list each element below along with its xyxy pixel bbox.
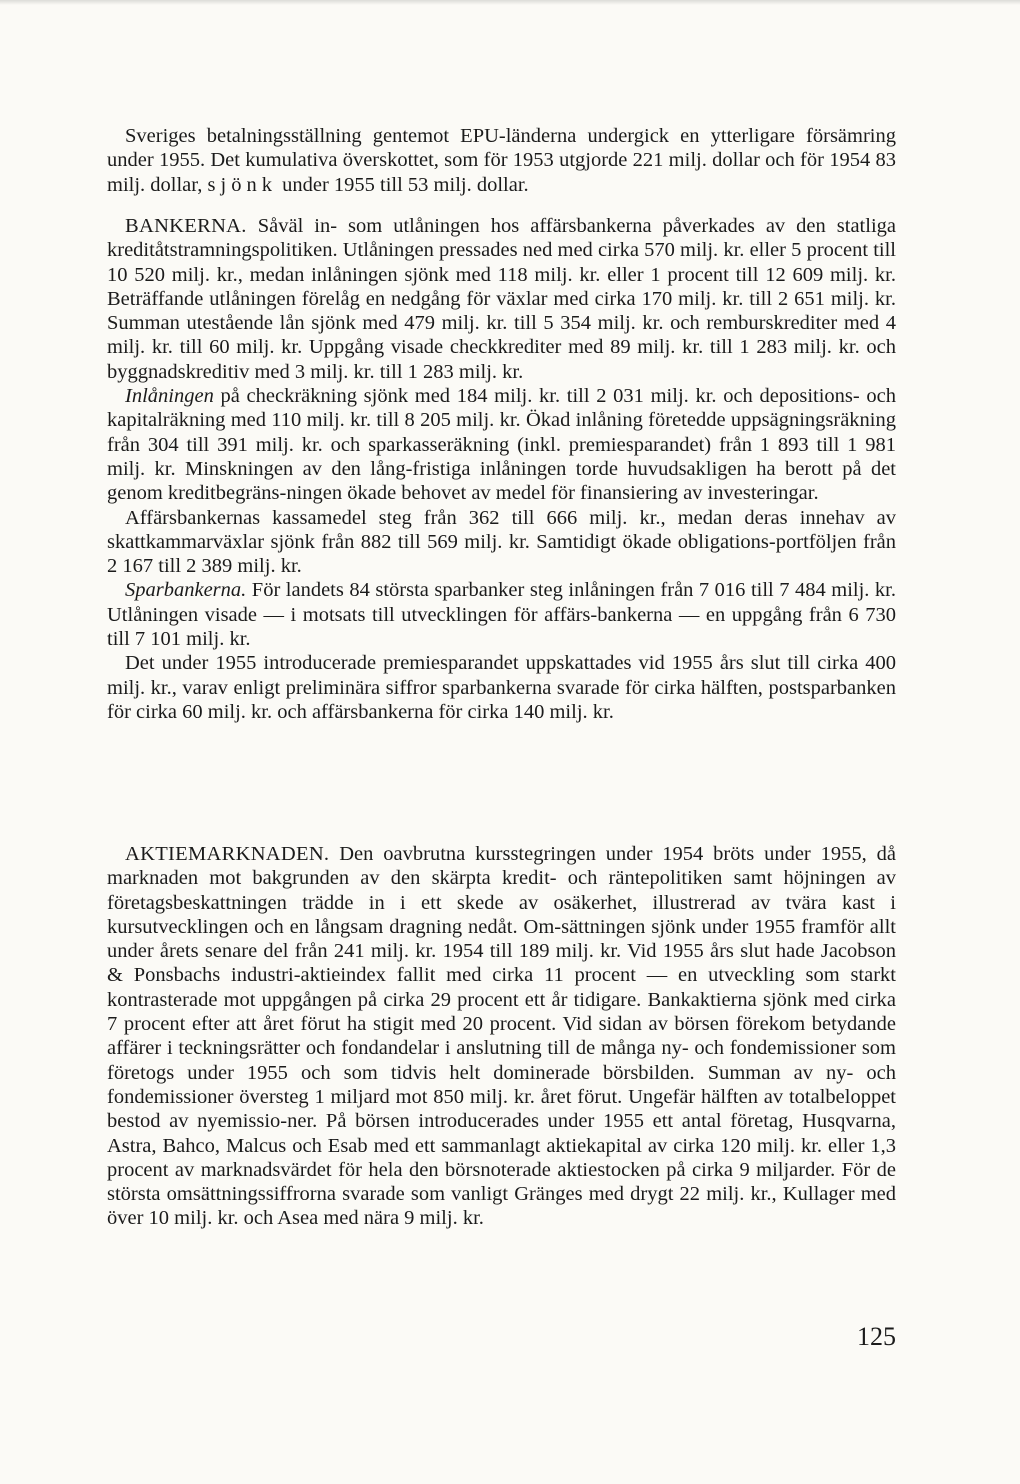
paragraph-epu-text: Sveriges betalningsställning gentemot EPU-länderna undergick en ytterligare försämring under 1955. Det kumulativa överskottet, som för 1953 utgjorde 221 milj. dollar och för 1954 83 milj. dollar, (107, 125, 896, 196)
page-number: 125 (857, 1322, 896, 1351)
heading-aktiemarknaden: AKTIEMARKNADEN. (125, 843, 330, 865)
paragraph-epu-end: under 1955 till 53 milj. dollar. (282, 173, 529, 196)
paragraph-aktiemarknaden-text: Den oavbrutna kursstegringen under 1954 bröts under 1955, då marknaden mot bakgrunden av den skärpta kredit- och räntepolitiken samt höjningen av företagsbeskattningen trädde in i ett skede av osäkerhet, illustrerad av tvära kast i kursutvecklingen och en långsam dragning nedåt. Om-sättningen sjönk under 1955 framför allt under årets senare del från 241 milj. kr. 1954 till 189 milj. kr. Vid 1955 års slut hade Jacobson & Ponsbachs industri-aktieindex fallit med cirka 11 procent — en utveckling som starkt kontrasterade mot uppgången på cirka 29 procent ett år tidigare. Bankaktierna sjönk med cirka 7 procent efter att året förut ha stigit med 20 procent. Vid sidan av börsen förekom betydande affärer i teckningsrätter och fondandelar i anslutning till de många ny- och fondemissioner som företogs under 1955 och som tidvis helt dominerade börsbilden. Summan av ny- och fondemissioner översteg 1 miljard mot 850 milj. kr. året förut. Ungefär hälften av totalbeloppet bestod av nyemissio-ner. På börsen introducerades under 1955 ett antal företag, Husqvarna, Astra, Bahco, Malcus och Esab med ett sammanlagt aktiekapital av cirka 120 milj. kr. eller 1,3 procent av marknadsvärdet för hela den börsnoterade aktiestocken på cirka 9 miljarder. För de största omsättningssiffrorna svarade som vanligt Gränges med drygt 22 milj. kr., Kullager med över 10 milj. kr. och Asea med nära 9 milj. kr. (107, 843, 896, 1230)
heading-bankerna: BANKERNA. (125, 215, 247, 237)
paragraph-inlaningen-text: på checkräkning sjönk med 184 milj. kr. till 2 031 milj. kr. och depositions- och kapitalräkning med 110 milj. kr. till 8 205 milj. kr. Ökad inlåning företedde uppsägningsräkning från 304 till 391 milj. kr. och sparkasseräkning (inkl. premiesparandet) från 1 893 till 1 981 milj. kr. Minskningen av den lång-fristiga inlåningen torde huvudsakligen ha berott på det genom kreditbegräns-ningen ökade behovet av medel för finansiering av investeringar. (107, 385, 896, 505)
section-bankerna (107, 214, 896, 724)
paragraph-inlaningen (107, 384, 896, 505)
section-aktiemarknaden (107, 842, 896, 1231)
paragraph-sparbankerna (107, 578, 896, 651)
section-epu (107, 124, 896, 197)
paragraph-bankerna-text: Såväl in- som utlåningen hos affärsbankerna påverkades av den statliga kreditåtstramningspolitiken. Utlåningen pressades ned med cirka 570 milj. kr. eller 5 procent till 10 520 milj. kr., medan inlåningen sjönk med 118 milj. kr. eller 1 procent till 12 609 milj. kr. Beträffande utlåningen förelåg en nedgång för växlar med cirka 170 milj. kr. till 2 651 milj. kr. Summan utestående lån sjönk med 479 milj. kr. till 5 354 milj. kr. och remburskrediter med 4 milj. kr. till 60 milj. kr. Uppgång visade checkkrediter med 89 milj. kr. till 1 283 milj. kr. och byggnadskreditiv med 3 milj. kr. till 1 283 milj. kr. (107, 215, 896, 383)
paragraph-premiesparandet: Det under 1955 introducerade premiesparandet uppskattades vid 1955 års slut till cirka 400 milj. kr., varav enligt preliminära siffror sparbankerna svarade för cirka hälften, postsparbanken för cirka 60 milj. kr. och affärsbankerna för cirka 140 milj. kr. (107, 652, 896, 723)
emphasis-sjonk: sjönk (207, 173, 277, 196)
paragraph-sparbankerna-text: För landets 84 största sparbanker steg inlåningen från 7 016 till 7 484 milj. kr. Utlåningen visade — i motsats till utvecklingen för affärs-bankerna — en uppgång från 6 730 till 7 101 milj. kr. (107, 579, 896, 651)
paragraph-bankerna (107, 214, 896, 384)
paragraph-aktiemarknaden (107, 842, 896, 1231)
heading-sparbankerna: Sparbankerna. (125, 579, 247, 602)
paragraph-epu (107, 124, 896, 197)
paragraph-kassamedel: Affärsbankernas kassamedel steg från 362 till 666 milj. kr., medan deras innehav av skattkammarväxlar sjönk från 882 till 569 milj. kr. Samtidigt ökade obligations-portföljen från 2 167 till 2 389 milj. kr. (107, 506, 896, 578)
heading-inlaningen: Inlåningen (125, 385, 214, 408)
page-edge (0, 0, 1020, 5)
